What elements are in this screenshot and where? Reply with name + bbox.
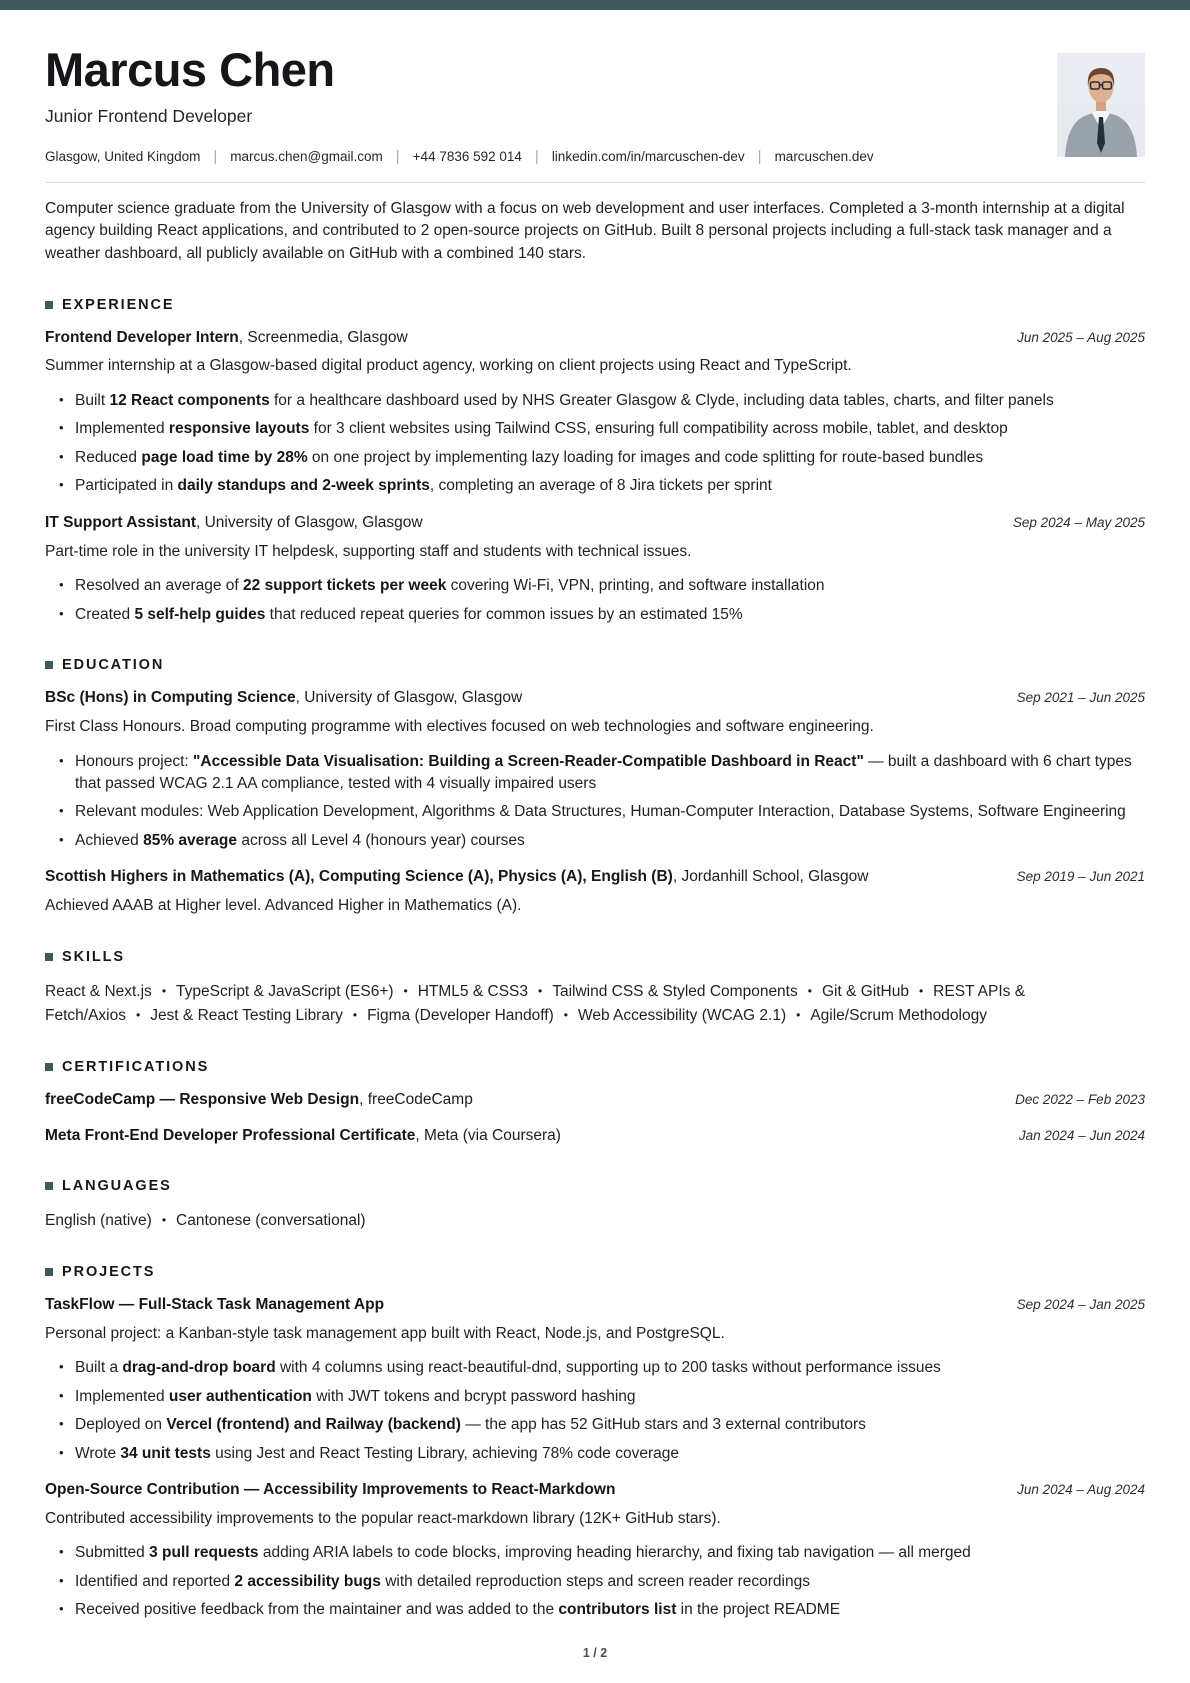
bullet-item: • Relevant modules: Web Application Development, Algorithms & Data Structures, Human-Computer Interaction, Database Systems, Software Engineering xyxy=(75,801,1145,823)
portrait-illustration xyxy=(1057,53,1145,157)
entry-header xyxy=(45,513,1145,534)
entry-date: Sep 2021 – Jun 2025 xyxy=(1016,690,1145,706)
section-heading xyxy=(45,657,1145,673)
bullet-list xyxy=(45,1542,1145,1621)
top-accent-bar xyxy=(0,0,1190,10)
bullet-item: • Submitted 3 pull requests adding ARIA labels to code blocks, improving heading hierarchy, and fixing tab navigation — all merged xyxy=(75,1542,1145,1564)
list-item: TypeScript & JavaScript (ES6+) xyxy=(176,982,394,1000)
section-heading xyxy=(45,949,1145,965)
bullet-item: • Identified and reported 2 accessibility bugs with detailed reproduction steps and screen reader recordings xyxy=(75,1571,1145,1593)
list-item: Cantonese (conversational) xyxy=(176,1211,366,1229)
inline-separator-icon: • xyxy=(796,1007,801,1022)
contact-separator-icon: | xyxy=(213,147,218,165)
entry-description: Summer internship at a Glasgow-based digital product agency, working on client projects using React and TypeScript. xyxy=(45,357,852,375)
entry-description: Personal project: a Kanban-style task management app built with React, Node.js, and PostgreSQL. xyxy=(45,1324,725,1342)
section-heading xyxy=(45,1264,1145,1280)
list-item: Git & GitHub xyxy=(821,982,909,1000)
bullet-item: • Created 5 self-help guides that reduced repeat queries for common issues by an estimated 15% xyxy=(75,604,1145,626)
entry-date: Dec 2022 – Feb 2023 xyxy=(1015,1091,1145,1107)
entry-subtitle: , Meta (via Coursera) xyxy=(415,1126,561,1144)
bullet-item: • Built a drag-and-drop board with 4 columns using react-beautiful-dnd, supporting up to 200 tasks without performance issues xyxy=(75,1357,1145,1379)
list-item: Agile/Scrum Methodology xyxy=(810,1006,987,1024)
section-title: SKILLS xyxy=(62,948,125,965)
entry xyxy=(45,1480,1145,1622)
entry-title: Meta Front-End Developer Professional Certificate xyxy=(45,1126,416,1144)
entry-title-line xyxy=(45,1090,473,1111)
section-heading xyxy=(45,1178,1145,1194)
resume-header xyxy=(45,10,1145,165)
inline-separator-icon: • xyxy=(161,1212,167,1227)
inline-separator-icon: • xyxy=(563,1007,568,1022)
entry-header xyxy=(45,688,1145,709)
entry-header xyxy=(45,867,1145,888)
person-job-title: Junior Frontend Developer xyxy=(45,105,253,126)
list-item: Jest & React Testing Library xyxy=(150,1006,343,1024)
bullet-item: • Received positive feedback from the maintainer and was added to the contributors list in the project README xyxy=(75,1599,1145,1621)
entry-title: freeCodeCamp — Responsive Web Design xyxy=(45,1090,360,1108)
contact-item: linkedin.com/in/marcuschen-dev xyxy=(551,148,745,164)
resume-sections xyxy=(45,297,1145,1622)
inline-separator-icon: • xyxy=(161,983,167,998)
contact-separator-icon: | xyxy=(757,147,762,165)
header-divider xyxy=(45,182,1145,183)
profile-photo xyxy=(1057,53,1145,157)
contact-item: marcuschen.dev xyxy=(774,148,874,164)
section-heading xyxy=(45,1059,1145,1075)
entry-date: Jan 2024 – Jun 2024 xyxy=(1018,1127,1145,1143)
contact-row xyxy=(45,148,874,165)
list-item: Tailwind CSS & Styled Components xyxy=(552,982,798,1000)
bullet-item: • Reduced page load time by 28% on one project by implementing lazy loading for images and code splitting for route-based bundles xyxy=(75,447,1145,469)
bullet-item: • Built 12 React components for a healthcare dashboard used by NHS Greater Glasgow & Clyde, including data tables, charts, and filter panels xyxy=(75,390,1145,412)
inline-separator-icon: • xyxy=(135,1007,141,1022)
entry-title-line xyxy=(45,1126,561,1147)
entry xyxy=(45,513,1145,626)
list-item: Web Accessibility (WCAG 2.1) xyxy=(577,1006,787,1024)
entry-subtitle: , University of Glasgow, Glasgow xyxy=(295,689,523,707)
entry-title: IT Support Assistant xyxy=(45,513,196,531)
entry-subtitle: , freeCodeCamp xyxy=(359,1090,473,1108)
entry-title: Scottish Highers in Mathematics (A), Computing Science (A), Physics (A), English (B) xyxy=(45,868,673,886)
inline-separator-icon: • xyxy=(403,983,408,998)
list-item: REST APIs & Fetch/Axios xyxy=(45,982,1026,1024)
bullet-item: • Deployed on Vercel (frontend) and Railway (backend) — the app has 52 GitHub stars and 3 external contributors xyxy=(75,1414,1145,1436)
entry-title: Open-Source Contribution — Accessibility Improvements to React-Markdown xyxy=(45,1480,616,1498)
section-title: PROJECTS xyxy=(62,1263,156,1280)
person-name: Marcus Chen xyxy=(45,43,335,96)
bullet-item: • Participated in daily standups and 2-week sprints, completing an average of 8 Jira tickets per sprint xyxy=(75,475,1145,497)
inline-separator-icon: • xyxy=(538,983,543,998)
contact-item: +44 7836 592 014 xyxy=(412,148,522,164)
inline-separator-icon: • xyxy=(918,983,924,998)
contact-item: marcus.chen@gmail.com xyxy=(230,148,383,164)
entry-title-line xyxy=(45,513,423,534)
section-marker-icon xyxy=(45,661,53,669)
entry-header xyxy=(45,1126,1145,1147)
section-marker-icon xyxy=(45,953,53,961)
entry-title: TaskFlow — Full-Stack Task Management App xyxy=(45,1295,385,1313)
entry-date: Jun 2025 – Aug 2025 xyxy=(1017,329,1145,345)
bullet-item: • Wrote 34 unit tests using Jest and React Testing Library, achieving 78% code coverage xyxy=(75,1443,1145,1465)
entry-description: First Class Honours. Broad computing programme with electives focused on web technologies and software engineering. xyxy=(45,718,874,736)
list-item: HTML5 & CSS3 xyxy=(417,982,528,1000)
contact-separator-icon: | xyxy=(534,147,539,165)
bullet-item: • Achieved 85% average across all Level 4 (honours year) courses xyxy=(75,830,1145,852)
section-title: EDUCATION xyxy=(62,657,165,674)
entry-description: Part-time role in the university IT helpdesk, supporting staff and students with technical issues. xyxy=(45,542,692,560)
entry-title: Frontend Developer Intern xyxy=(45,328,239,346)
contact-separator-icon: | xyxy=(395,147,400,165)
summary-text: Computer science graduate from the University of Glasgow with a focus on web development and user interfaces. Completed a 3-month internship at a digital agency building React applications, and contributed to 2 open-source projects on GitHub. Built 8 personal projects including a full-stack task manager and a weather dashboard, all publicly available on GitHub with a combined 140 stars. xyxy=(45,199,1125,262)
section-marker-icon xyxy=(45,301,53,309)
bullet-item: • Resolved an average of 22 support tickets per week covering Wi-Fi, VPN, printing, and software installation xyxy=(75,575,1145,597)
entry-date: Sep 2024 – Jan 2025 xyxy=(1016,1296,1145,1312)
section-title: CERTIFICATIONS xyxy=(62,1058,210,1075)
entry-title-line xyxy=(45,867,868,888)
entry-title-line xyxy=(45,1480,615,1501)
entry-date: Jun 2024 – Aug 2024 xyxy=(1017,1481,1145,1497)
inline-separator-icon: • xyxy=(352,1007,358,1022)
entry-title-line xyxy=(45,1295,384,1316)
entry xyxy=(45,688,1145,852)
entry-header xyxy=(45,1090,1145,1111)
entry-title-line xyxy=(45,328,408,349)
entry xyxy=(45,328,1145,498)
list-item: React & Next.js xyxy=(45,982,152,1000)
section-title: EXPERIENCE xyxy=(62,296,175,313)
entry-title-line xyxy=(45,688,522,709)
bullet-list xyxy=(45,751,1145,853)
entry-date: Sep 2024 – May 2025 xyxy=(1012,514,1145,530)
list-item: English (native) xyxy=(45,1211,152,1229)
section-projects xyxy=(45,1264,1145,1622)
section-marker-icon xyxy=(45,1063,53,1071)
inline-separator-icon: • xyxy=(807,983,812,998)
section-title: LANGUAGES xyxy=(62,1177,172,1194)
inline-item-list xyxy=(45,980,1145,1028)
section-skills xyxy=(45,949,1145,1028)
section-marker-icon xyxy=(45,1268,53,1276)
entry-header xyxy=(45,1480,1145,1501)
bullet-list xyxy=(45,575,1145,626)
contact-item: Glasgow, United Kingdom xyxy=(45,148,201,164)
bullet-list xyxy=(45,390,1145,498)
inline-item-list xyxy=(45,1209,1145,1233)
entry-subtitle: , Jordanhill School, Glasgow xyxy=(672,868,869,886)
bullet-list xyxy=(45,1357,1145,1465)
bullet-item: • Implemented user authentication with JWT tokens and bcrypt password hashing xyxy=(75,1386,1145,1408)
entry xyxy=(45,1295,1145,1465)
entry-header xyxy=(45,1295,1145,1316)
bullet-item: • Implemented responsive layouts for 3 client websites using Tailwind CSS, ensuring full compatibility across mobile, tablet, and desktop xyxy=(75,418,1145,440)
entry xyxy=(45,1090,1145,1111)
entry xyxy=(45,1126,1145,1147)
section-heading xyxy=(45,297,1145,313)
section-languages xyxy=(45,1178,1145,1233)
entry-title: BSc (Hons) in Computing Science xyxy=(45,689,296,707)
section-experience xyxy=(45,297,1145,627)
entry-description: Contributed accessibility improvements to the popular react-markdown library (12K+ GitHub stars). xyxy=(45,1509,721,1527)
bullet-item: • Honours project: "Accessible Data Visualisation: Building a Screen-Reader-Compatible Dashboard in React" — built a dashboard with 6 chart types that passed WCAG 2.1 AA compliance, tested with 4 visually impaired users xyxy=(75,751,1145,796)
entry-subtitle: , Screenmedia, Glasgow xyxy=(238,328,408,346)
section-certifications xyxy=(45,1059,1145,1147)
entry-header xyxy=(45,328,1145,349)
list-item: Figma (Developer Handoff) xyxy=(367,1006,554,1024)
entry-description: Achieved AAAB at Higher level. Advanced Higher in Mathematics (A). xyxy=(45,897,522,915)
entry-subtitle: , University of Glasgow, Glasgow xyxy=(196,513,423,531)
entry-date: Sep 2019 – Jun 2021 xyxy=(1016,869,1145,885)
page-number: 1 / 2 xyxy=(582,1646,608,1660)
section-marker-icon xyxy=(45,1182,53,1190)
entry xyxy=(45,867,1145,917)
header-text-block xyxy=(45,44,874,165)
section-education xyxy=(45,657,1145,918)
